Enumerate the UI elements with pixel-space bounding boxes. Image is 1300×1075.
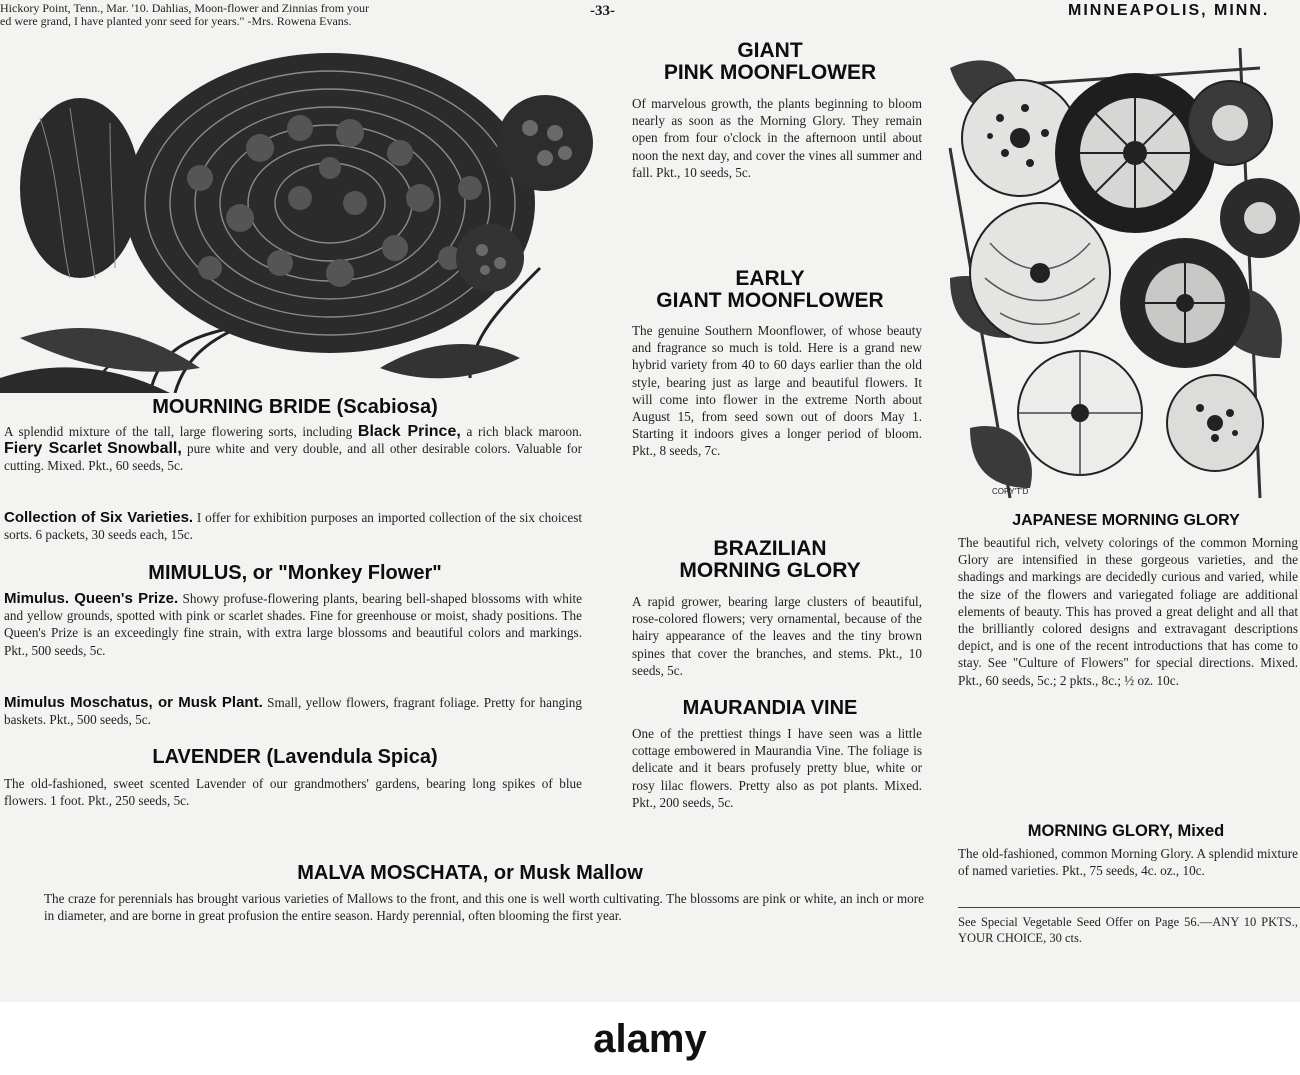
brazilian-desc: A rapid grower, bearing large clusters of beautiful, rose-colored flowers; very ornamental, because of the hairy appearance of the leaves and the tiny brown spines that cover the branches, and stems. Pkt., 10 seeds, 5c. xyxy=(632,594,922,678)
lavender-desc: The old-fashioned, sweet scented Lavender of our grandmothers' gardens, bearing long spikes of blue flowers. 1 foot. Pkt., 250 seeds, 5c. xyxy=(4,776,582,809)
special-offer: See Special Vegetable Seed Offer on Page 56.—ANY 10 PKTS., YOUR CHOICE, 30 cts. xyxy=(958,915,1298,945)
header-testimonial xyxy=(0,2,560,28)
testimonial-line-1: Hickory Point, Tenn., Mar. '10. Dahlias, Moon-flower and Zinnias from your xyxy=(0,1,370,15)
mourning-bride-title: MOURNING BRIDE (Scabiosa) xyxy=(152,396,438,418)
brazilian-title-line-1: BRAZILIAN xyxy=(713,537,827,560)
maurandia-desc: One of the prettiest things I have seen was a little cottage embowered in Maurandia Vine. The foliage is delicate and it bears profusely pretty blue, white or rosy lilac flowers. Pretty also as pot plants. Mixed. Pkt., 200 seeds, 5c. xyxy=(632,726,922,810)
morning-glory-illustration xyxy=(930,28,1300,504)
mourning-bride-intro: A splendid mixture of the tall, large flowering sorts, including xyxy=(4,424,353,439)
brazilian-title-line-2: MORNING GLORY xyxy=(679,559,861,583)
queens-prize-desc: Showy profuse-flowering plants, bearing bell-shaped blossoms with white and yellow grounds, spotted with pink or scarlet shades. Fine for greenhouse or moist, shady positions. The Queen's Prize is an exceedingly fine strain, with extra large blossoms and beautiful colors and markings. Pkt., 500 seeds, 5c. xyxy=(4,591,583,658)
queens-prize-title: Mimulus. Queen's Prize. xyxy=(4,590,179,607)
early-giant-title xyxy=(620,268,920,312)
early-giant-title-line-1: EARLY xyxy=(735,267,805,290)
black-prince-label: Black Prince, xyxy=(357,423,461,440)
black-prince-desc: a rich black maroon. xyxy=(466,424,583,439)
early-giant-desc: The genuine Southern Moonflower, of whose beauty and fragrance so much is told. Here is a grand new hybrid variety from 40 to 60 days earlier than the old style, bearing just as large and beautiful flowers. It will come into flower in the extreme North about August 15, from seed sown out of doors May 1. Starting it indoors gives a longer period of bloom. Pkt., 8 seeds, 7c. xyxy=(632,323,922,459)
mixed-title: MORNING GLORY, Mixed xyxy=(1027,822,1225,840)
fiery-scarlet-label: Fiery Scarlet xyxy=(4,440,102,458)
musk-plant-title: Mimulus Moschatus, or Musk Plant. xyxy=(4,694,263,711)
malva-title: MALVA MOSCHATA, or Musk Mallow xyxy=(297,862,643,884)
lavender-title: LAVENDER (Lavendula Spica) xyxy=(152,746,438,768)
maurandia-title: MAURANDIA VINE xyxy=(682,697,858,719)
japanese-desc: The beautiful rich, velvety colorings of the common Morning Glory are intensified in these gorgeous varieties, and the shadings and markings are decidedly curious and varied, while the size of the flowers and variegated foliage are additional elements of beauty. This has proved a great delight and all that the brilliantly colored designs and extravagant descriptions depict, and is one of the recent introductions that has come to stay. See "Culture of Flowers" for special directions. Mixed. Pkt., 60 seeds, 5c.; 2 pkts., 8c.; ½ oz. 10c. xyxy=(958,535,1298,688)
musk-plant-desc: Small, yellow flowers, fragrant foliage. Pretty for hanging baskets. Pkt., 500 seeds, 5c. xyxy=(4,695,582,728)
musk-plant-section xyxy=(4,694,582,728)
scabiosa-illustration xyxy=(0,38,600,393)
page-number: -33- xyxy=(590,3,615,19)
collection-section xyxy=(4,509,582,543)
giant-pink-title-line-2: PINK MOONFLOWER xyxy=(663,61,877,85)
malva-desc: The craze for perennials has brought various varieties of Mallows to the front, and this one is well worth cultivating. The blossoms are pink or white, an inch or more in diameter, and are borne in great profusion the entire season. Hardy perennial, often blooming the first year. xyxy=(44,891,924,924)
giant-pink-desc: Of marvelous growth, the plants beginning to bloom nearly as soon as the Morning Glory. They remain open from four o'clock in the afternoon until about noon the next day, and cover the vines all summer and fall. Pkt., 10 seeds, 5c. xyxy=(632,96,922,180)
svg-text:alamy: alamy xyxy=(593,1017,707,1061)
giant-pink-title-line-1: GIANT xyxy=(737,39,803,62)
header-location: MINNEAPOLIS, MINN. xyxy=(1068,2,1270,19)
testimonial-line-2: ed were grand, I have planted yonr seed for years." -Mrs. Rowena Evans. xyxy=(0,14,352,28)
mimulus-title: MIMULUS, or "Monkey Flower" xyxy=(148,562,442,584)
snowball-label: Snowball, xyxy=(107,440,182,458)
early-giant-title-line-2: GIANT MOONFLOWER xyxy=(656,289,884,313)
mixed-desc: The old-fashioned, common Morning Glory. A splendid mixture of named varieties. Pkt., 75 seeds, 4c. oz., 10c. xyxy=(958,846,1298,879)
giant-pink-title xyxy=(620,40,920,84)
snowball-desc: pure white and very double, and all other desirable colors. Valuable for cutting. Mixed. Pkt., 60 seeds, 5c. xyxy=(4,441,583,474)
japanese-title: JAPANESE MORNING GLORY xyxy=(1012,512,1240,529)
collection-title: Collection of Six Varieties. xyxy=(4,509,194,526)
copyright-mark: COPY'T'D xyxy=(992,487,1029,496)
mourning-bride-description xyxy=(4,423,582,475)
queens-prize-section xyxy=(4,590,582,659)
brazilian-title xyxy=(620,538,920,582)
collection-desc: I offer for exhibition purposes an imported collection of the six choicest sorts. 6 packets, 30 seeds each, 15c. xyxy=(4,510,583,543)
offer-divider xyxy=(958,907,1300,908)
alamy-logo xyxy=(540,1014,760,1062)
